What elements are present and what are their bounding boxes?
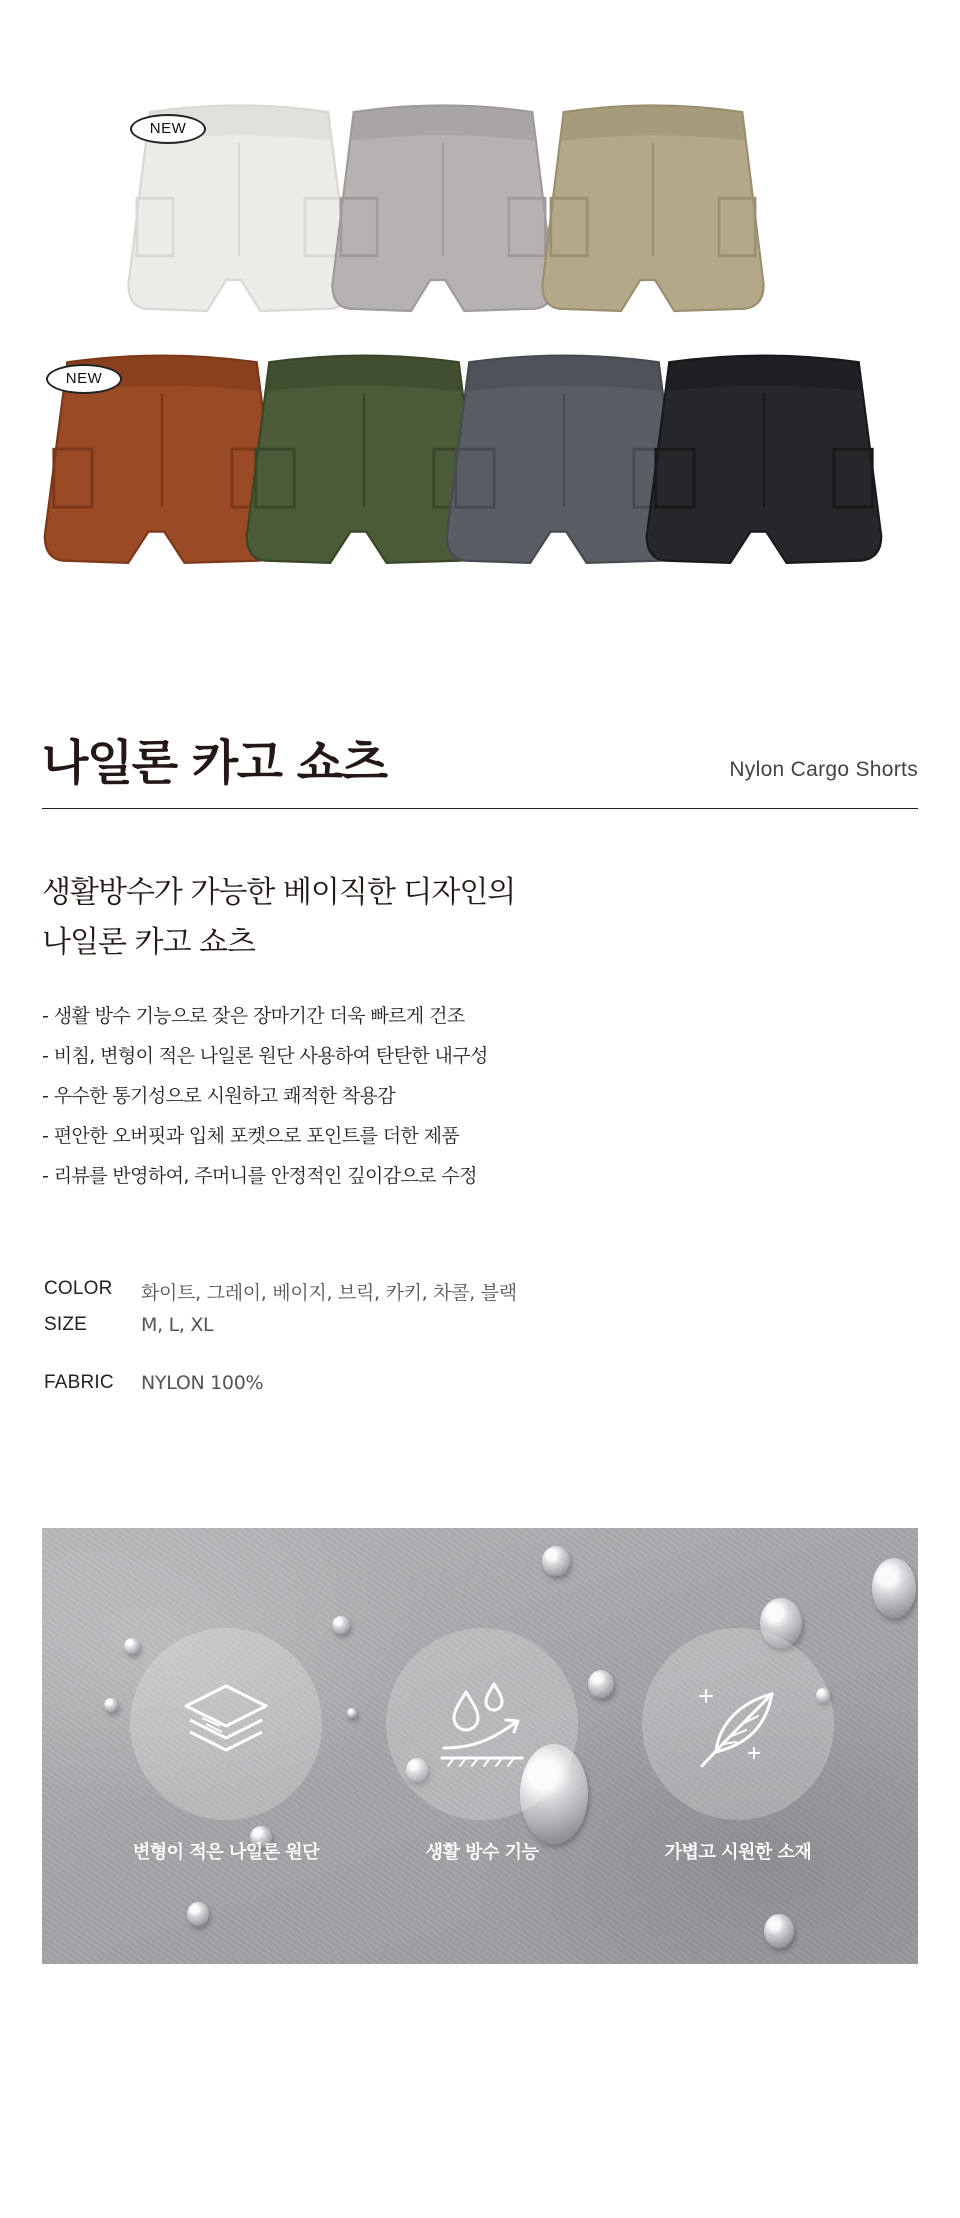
fabric-feature-panel [42,1528,918,1964]
feature-circle-lightweight [642,1628,834,1820]
water-droplet [347,1708,357,1718]
water-droplet [764,1914,794,1948]
headline-line-2: 나일론 카고 쇼츠 [42,925,255,960]
feature-label-lightweight: 가볍고 시원한 소재 [664,1842,812,1863]
water-drop-icon [432,1674,532,1774]
water-droplet [124,1638,140,1654]
spec-size-row [44,1314,213,1336]
layers-icon [176,1674,276,1774]
product-title-english: Nylon Cargo Shorts [729,758,918,781]
feather-icon [688,1674,788,1774]
new-badge: NEW [46,364,122,394]
feature-item: - 비침, 변형이 적은 나일론 원단 사용하여 탄탄한 내구성 [42,1045,488,1067]
spec-color-label: COLOR [44,1278,113,1299]
spec-fabric-label: FABRIC [44,1372,114,1393]
feature-item: - 편안한 오버핏과 입체 포켓으로 포인트를 더한 제품 [42,1125,460,1147]
feature-item: - 생활 방수 기능으로 잦은 장마기간 더욱 빠르게 건조 [42,1005,465,1027]
spec-color-value: 화이트, 그레이, 베이지, 브릭, 카키, 차콜, 블랙 [141,1282,517,1304]
spec-fabric-row [44,1372,263,1394]
water-droplet [187,1902,209,1926]
feature-label-waterproof: 생활 방수 기능 [425,1842,539,1863]
new-badge: NEW [130,114,206,144]
spec-fabric-value: NYLON 100% [141,1372,264,1394]
product-headline [42,868,515,968]
water-droplet [542,1546,570,1576]
feature-item: - 리뷰를 반영하여, 주머니를 안정적인 깊이감으로 수정 [42,1165,477,1187]
water-droplet [588,1670,614,1698]
spec-size-label: SIZE [44,1314,88,1335]
feature-circle-layers [130,1628,322,1820]
headline-line-1: 생활방수가 가능한 베이직한 디자인의 [42,875,516,910]
water-droplet [872,1558,916,1618]
shorts-image-gray [326,90,560,322]
spec-size-value: M, L, XL [141,1314,214,1336]
feature-label-fabric: 변형이 적은 나일론 원단 [132,1842,320,1863]
water-droplet [332,1616,350,1634]
shorts-image-black [640,340,888,574]
shorts-image-beige [536,90,770,322]
feature-circle-waterproof [386,1628,578,1820]
spec-color-row [44,1278,517,1305]
water-droplet [104,1698,118,1712]
product-color-lineup [0,0,960,600]
feature-item: - 우수한 통기성으로 시원하고 쾌적한 착용감 [42,1085,396,1107]
feature-list [42,996,488,1196]
product-title-korean: 나일론 카고 쇼츠 [42,735,387,791]
title-divider [42,808,918,809]
